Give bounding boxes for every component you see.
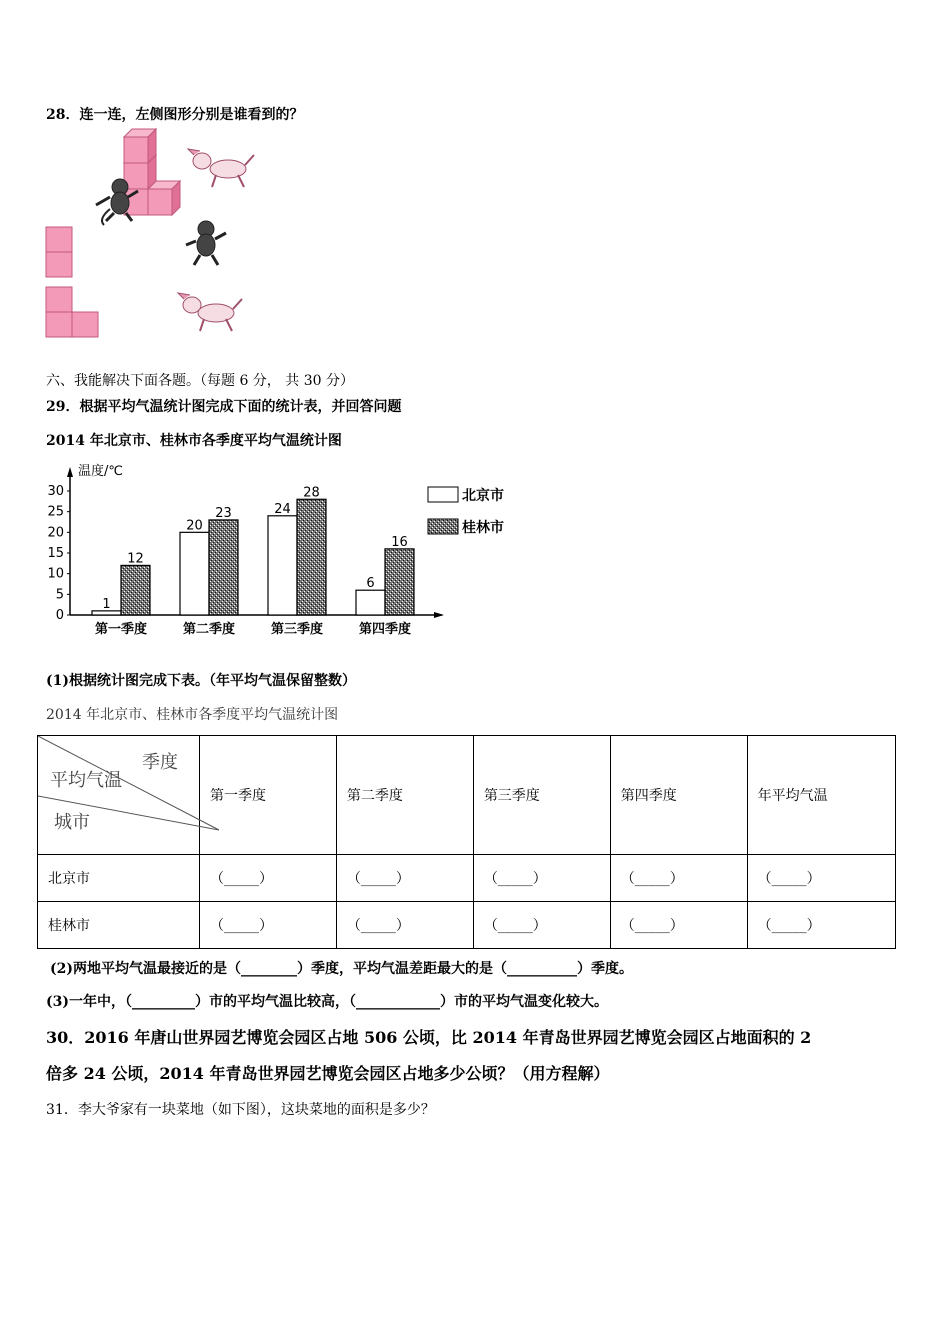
diag-bottom-label: 城市 — [54, 812, 90, 833]
cube-stack — [124, 129, 180, 215]
q31-title: 31．李大爷家有一块菜地（如下图），这块菜地的面积是多少？ — [46, 1102, 435, 1118]
y-tick-label: 30 — [47, 484, 64, 499]
answer-blank[interactable]: （_____） — [747, 902, 895, 949]
q30-line2: 倍多 24 公顷，2014 年青岛世界园艺博览会园区占地多少公顷？（用方程解） — [46, 1064, 610, 1083]
data-label: 6 — [366, 576, 375, 592]
y-axis-label: 温度/℃ — [78, 464, 123, 479]
data-label: 12 — [127, 551, 144, 567]
category-label: 第三季度 — [270, 622, 324, 637]
answer-blank[interactable]: （_____） — [473, 855, 610, 902]
diag-top-label: 季度 — [142, 752, 178, 773]
bar-beijing — [180, 532, 209, 615]
answer-blank[interactable]: （_____） — [747, 855, 895, 902]
col-header: 第二季度 — [336, 736, 473, 855]
row-city: 桂林市 — [38, 902, 200, 949]
data-label: 24 — [274, 501, 291, 517]
bar-chart — [40, 455, 530, 645]
stat-table — [37, 735, 896, 949]
category-label: 第四季度 — [358, 622, 412, 637]
legend-swatch — [428, 487, 458, 502]
diagonal-header-cell — [38, 736, 200, 855]
q29-sub3: (3)一年中，（_________）市的平均气温比较高，（____________）市的平均气温变化较大。 — [46, 994, 608, 1010]
data-label: 1 — [102, 596, 111, 612]
dog-icon — [188, 149, 254, 187]
y-tick-label: 5 — [55, 587, 64, 603]
bar-guilin — [209, 520, 238, 615]
x-axis-arrow — [434, 612, 444, 618]
col-header: 第四季度 — [610, 736, 747, 855]
data-label: 16 — [391, 534, 408, 550]
answer-blank[interactable]: （_____） — [336, 902, 473, 949]
answer-blank[interactable]: （_____） — [200, 855, 337, 902]
answer-blank[interactable]: （_____） — [610, 855, 747, 902]
legend-swatch — [428, 519, 458, 534]
table-caption: 2014 年北京市、桂林市各季度平均气温统计图 — [46, 707, 339, 723]
answer-blank[interactable]: （_____） — [200, 902, 337, 949]
q29-title: 29．根据平均气温统计图完成下面的统计表，并回答问题 — [46, 399, 402, 415]
row-city: 北京市 — [38, 855, 200, 902]
y-tick-label: 20 — [47, 525, 64, 541]
table-row — [38, 902, 896, 949]
bar-guilin — [297, 499, 326, 615]
chart-title: 2014 年北京市、桂林市各季度平均气温统计图 — [46, 433, 342, 449]
answer-blank[interactable]: （_____） — [473, 902, 610, 949]
q28-figure — [40, 125, 270, 345]
col-header: 年平均气温 — [747, 736, 895, 855]
view-shape-1 — [46, 227, 72, 277]
y-tick-label: 10 — [47, 566, 64, 582]
data-label: 20 — [186, 518, 203, 534]
legend-label: 桂林市 — [462, 520, 504, 536]
col-header: 第三季度 — [473, 736, 610, 855]
view-shape-2 — [46, 287, 98, 337]
category-label: 第二季度 — [182, 622, 236, 637]
bar-beijing — [268, 516, 297, 615]
q30-line1: 30．2016 年唐山世界园艺博览会园区占地 506 公顷，比 2014 年青岛世界园艺博览会园区占地面积的 2 — [46, 1028, 812, 1047]
category-label: 第一季度 — [94, 622, 148, 637]
bar-guilin — [385, 549, 414, 615]
dog-icon — [178, 293, 242, 331]
data-label: 23 — [215, 505, 232, 521]
q29-sub2: (2)两地平均气温最接近的是（________）季度，平均气温差距最大的是（__________）季度。 — [50, 961, 633, 977]
diag-mid-label: 平均气温 — [50, 770, 122, 791]
col-header: 第一季度 — [200, 736, 337, 855]
y-tick-label: 0 — [55, 608, 64, 623]
answer-blank[interactable]: （_____） — [336, 855, 473, 902]
bar-beijing — [356, 590, 385, 615]
legend-label: 北京市 — [462, 488, 504, 504]
answer-blank[interactable]: （_____） — [610, 902, 747, 949]
bar-guilin — [121, 565, 150, 615]
data-label: 28 — [303, 485, 320, 501]
monkey-icon — [186, 221, 226, 265]
y-tick-label: 25 — [47, 504, 64, 520]
y-tick-label: 15 — [47, 546, 64, 561]
section-heading: 六、我能解决下面各题。（每题 6 分， 共 30 分） — [46, 373, 354, 389]
q29-sub1: (1)根据统计图完成下表。（年平均气温保留整数） — [46, 673, 356, 689]
q28-title: 28．连一连，左侧图形分别是谁看到的？ — [46, 107, 304, 123]
y-axis-arrow — [67, 467, 73, 477]
table-row — [38, 855, 896, 902]
